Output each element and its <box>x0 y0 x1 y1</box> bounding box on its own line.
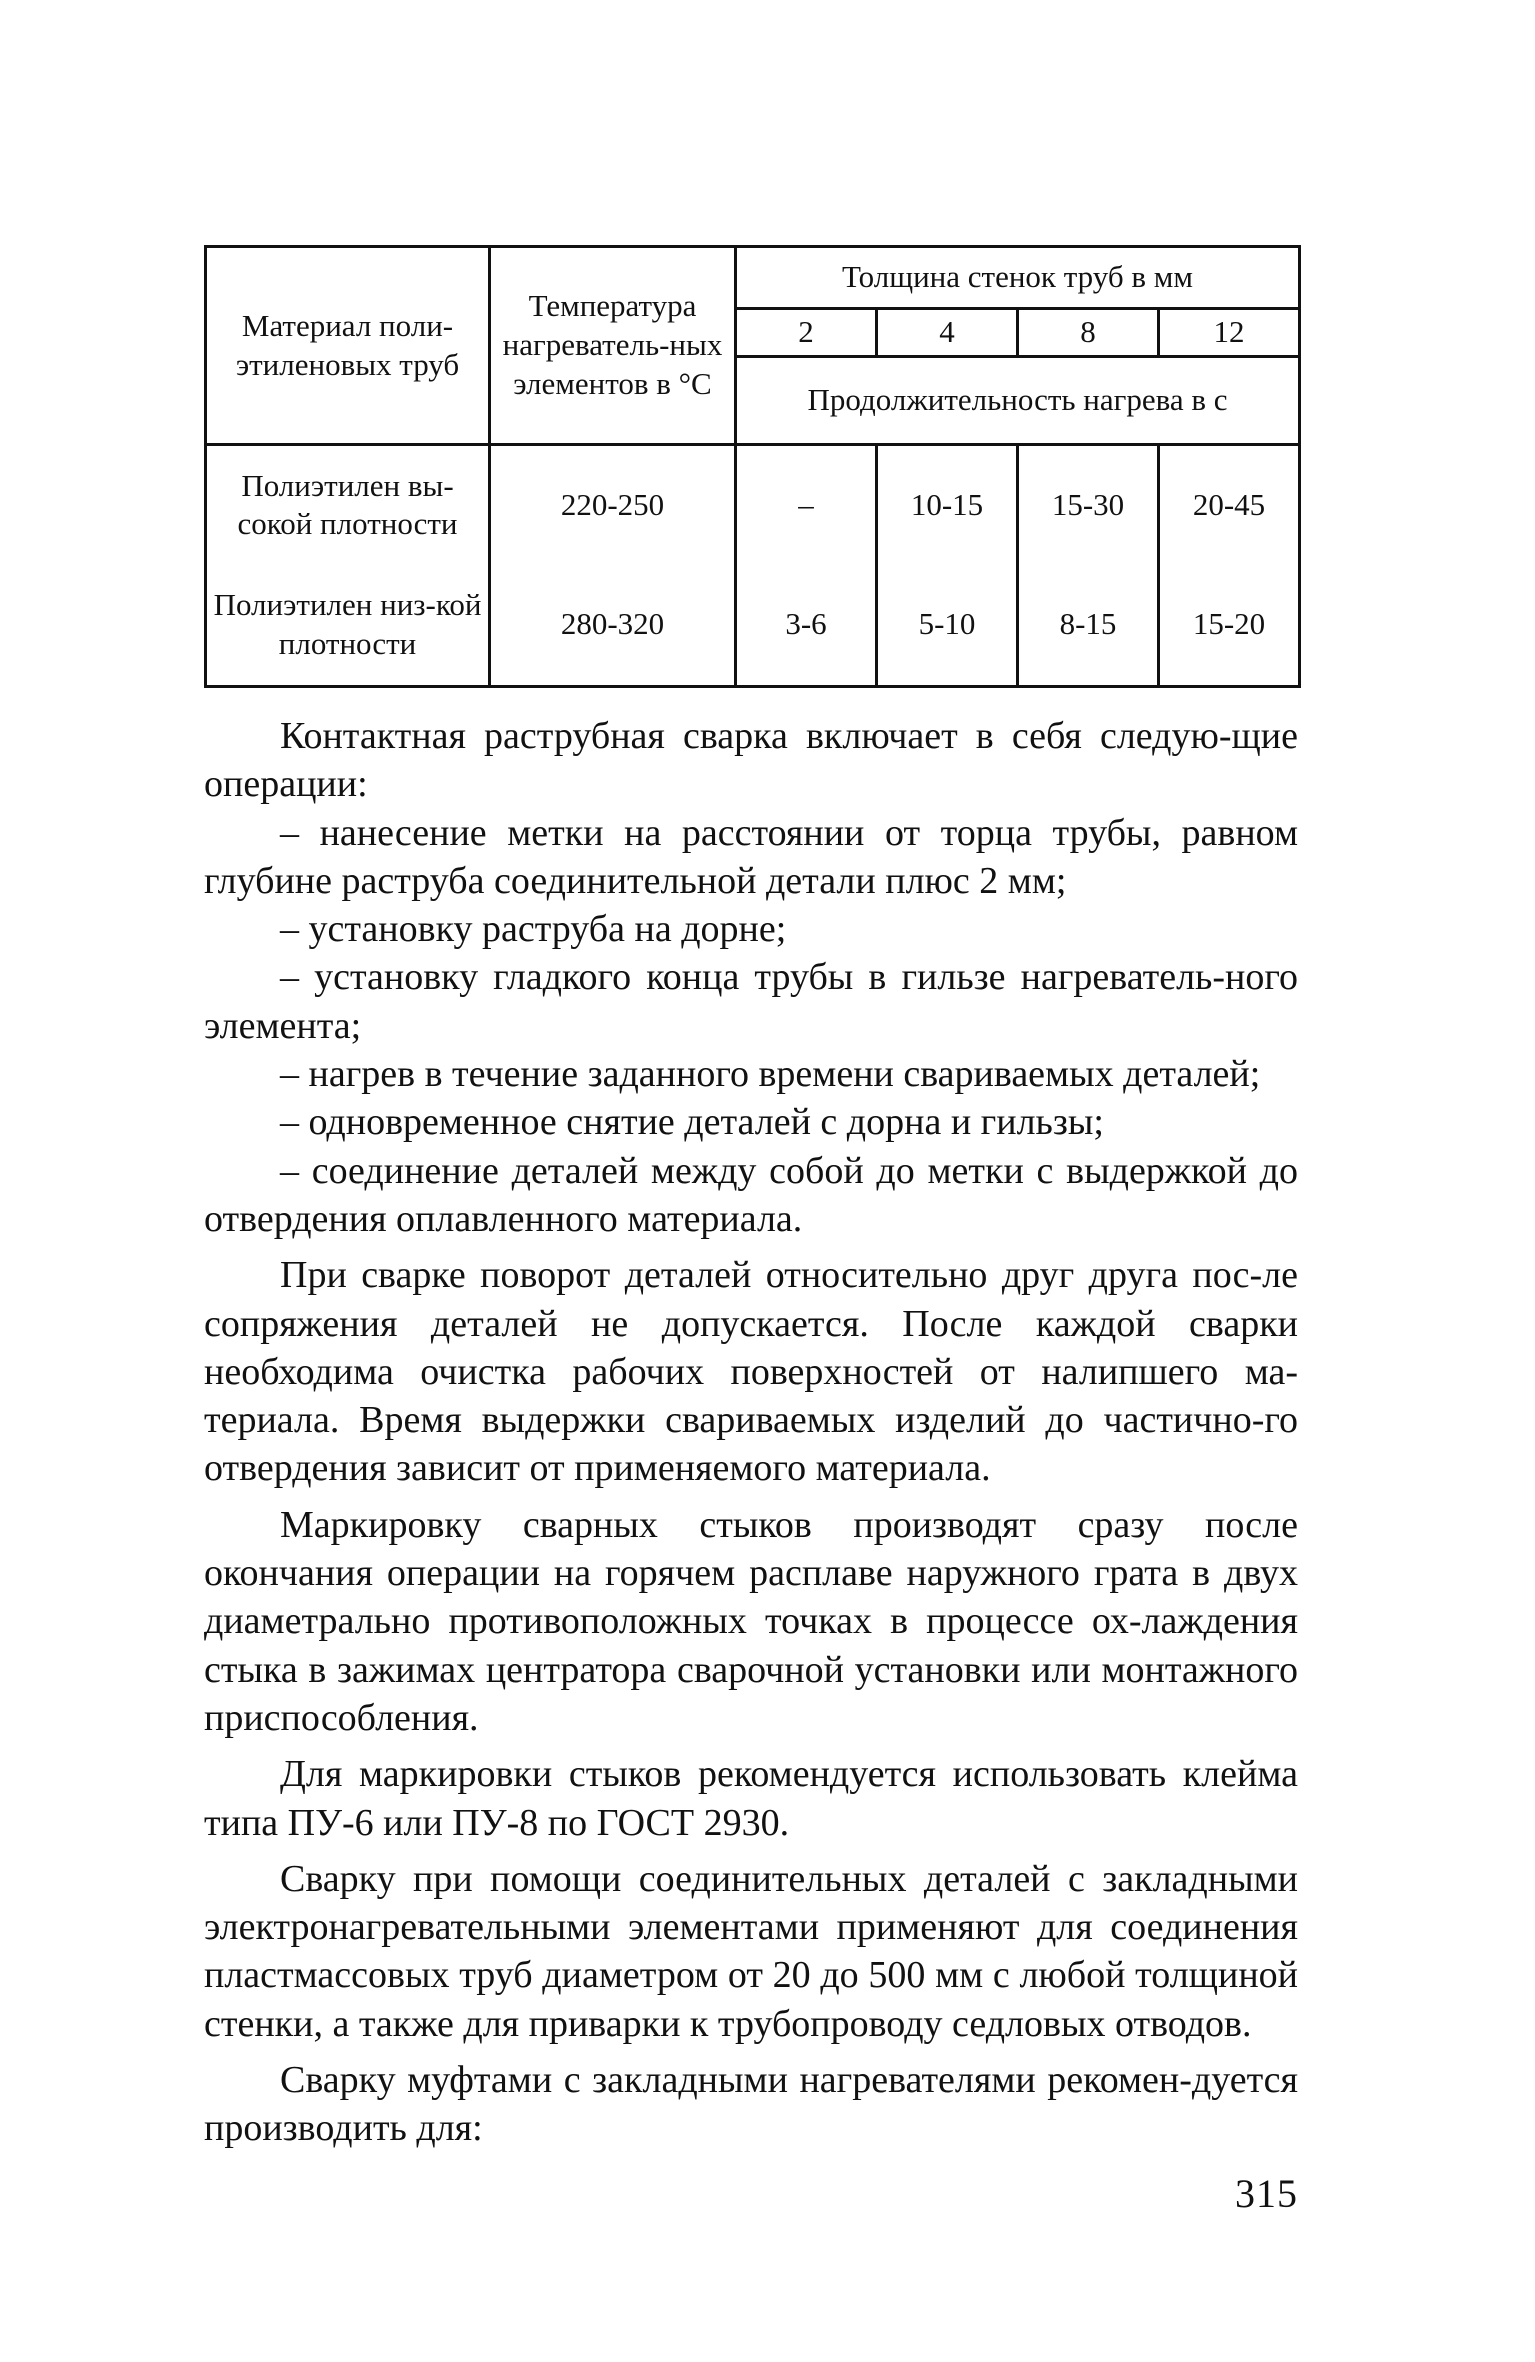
table-row <box>206 445 1300 565</box>
row-value: – <box>736 445 877 565</box>
list-item: – соединение деталей между собой до метки с выдержкой до отвердения оплавленного материала. <box>204 1149 1298 1240</box>
thickness-2: 2 <box>736 309 877 357</box>
paragraph: Контактная раструбная сварка включает в себя следую-щие операции: <box>204 715 1298 806</box>
list-item: – нанесение метки на расстоянии от торца трубы, равном глубине раструба соединительной детали плюс 2 мм; <box>204 811 1298 902</box>
paragraph: Для маркировки стыков рекомендуется использовать клейма типа ПУ-6 или ПУ-8 по ГОСТ 2930. <box>204 1753 1298 1844</box>
row-temperature: 280-320 <box>490 565 736 687</box>
row-value: 20-45 <box>1159 445 1300 565</box>
header-material: Материал поли-этиленовых труб <box>206 247 490 445</box>
row-value: 15-20 <box>1159 565 1300 687</box>
body-text <box>204 712 1298 2153</box>
thickness-12: 12 <box>1159 309 1300 357</box>
row-value: 5-10 <box>877 565 1018 687</box>
row-value: 3-6 <box>736 565 877 687</box>
row-value: 8-15 <box>1018 565 1159 687</box>
table-row <box>206 565 1300 687</box>
list-item: – нагрев в течение заданного времени свариваемых деталей; <box>280 1053 1261 1096</box>
paragraph: Сварку при помощи соединительных деталей с закладными электронагревательными элементами применяют для соединения пластмассовых труб диаметром от 20 до 500 мм с любой толщиной стенки, а также для приварки к трубопроводу седловых отводов. <box>204 1857 1298 2045</box>
row-material: Полиэтилен низ-кой плотности <box>213 587 482 661</box>
thickness-4: 4 <box>877 309 1018 357</box>
list-item: – установку гладкого конца трубы в гильзе нагреватель-ного элемента; <box>204 956 1298 1047</box>
list-item: – одновременное снятие деталей с дорна и гильзы; <box>280 1101 1104 1144</box>
row-temperature: 220-250 <box>490 445 736 565</box>
heating-table <box>204 245 1301 688</box>
thickness-8: 8 <box>1018 309 1159 357</box>
row-value: 15-30 <box>1018 445 1159 565</box>
paragraph: Маркировку сварных стыков производят сразу после окончания операции на горячем расплаве наружного грата в двух диаметрально противоположных точках в процессе ох-лаждения стыка в зажимах центратора сварочной установки или монтажного приспособления. <box>204 1503 1298 1739</box>
header-temperature: Температура нагреватель-ных элементов в °С <box>490 247 736 445</box>
header-duration: Продолжительность нагрева в с <box>736 357 1300 445</box>
row-value: 10-15 <box>877 445 1018 565</box>
header-thickness: Толщина стенок труб в мм <box>736 247 1300 309</box>
paragraph: При сварке поворот деталей относительно друг друга пос-ле сопряжения деталей не допускается. После каждой сварки необходима очистка рабочих поверхностей от налипшего ма-териала. Время выдержки свариваемых изделий до частично-го отвердения зависит от применяемого материала. <box>204 1254 1298 1490</box>
list-item: – установку раструба на дорне; <box>280 908 787 951</box>
row-material: Полиэтилен вы-сокой плотности <box>237 467 458 542</box>
page-number: 315 <box>1235 2171 1298 2216</box>
paragraph: Сварку муфтами с закладными нагревателями рекомен-дуется производить для: <box>204 2059 1298 2150</box>
